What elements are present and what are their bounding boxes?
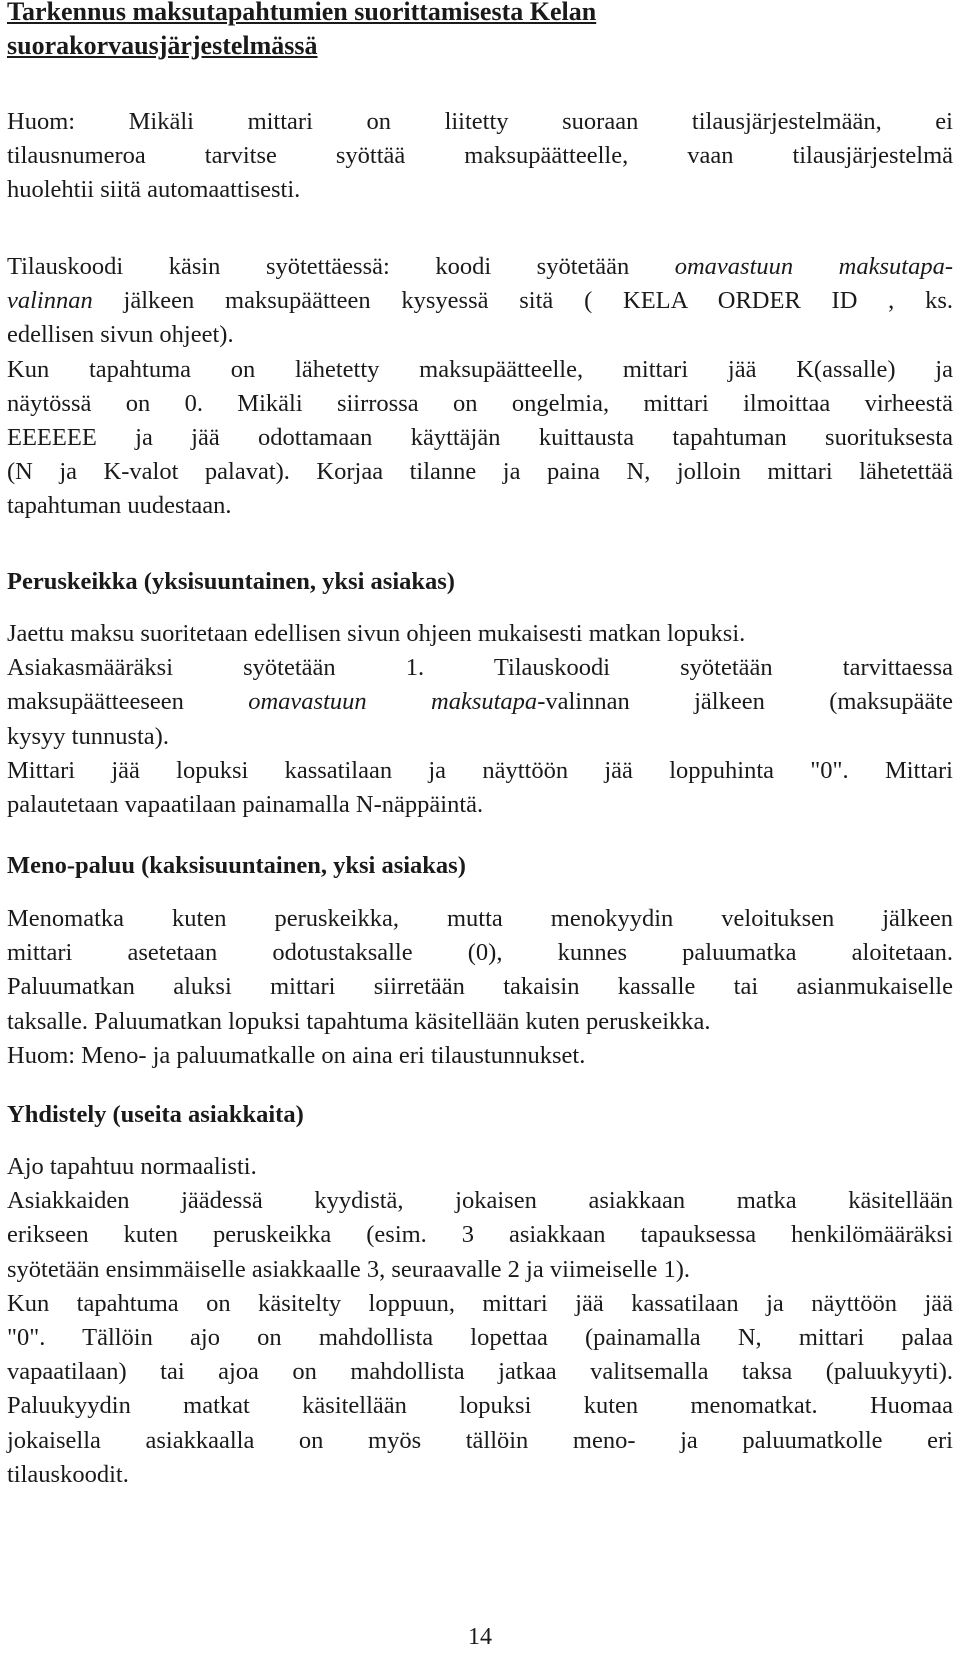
manual-code-paragraph [7, 250, 953, 524]
text-line: edellisen sivun ohjeet). [7, 321, 234, 349]
text-line: palautetaan vapaatilaan painamalla N-näppäintä. [7, 791, 484, 819]
page-number: 14 [468, 1624, 492, 1650]
text-line: Ajo tapahtuu normaalisti. [7, 1153, 257, 1180]
text-line: Kun tapahtuma on käsitelty loppuun, mittari jää kassatilaan ja näyttöön jää [7, 1289, 953, 1317]
text-line: taksalle. Paluumatkan lopuksi tapahtuma käsitellään kuten peruskeikka. [7, 1007, 711, 1035]
menopaluu-paragraph [7, 902, 953, 1073]
text-line: Mittari jää lopuksi kassatilaan ja näyttöön jää loppuhinta "0". Mittari [7, 756, 953, 784]
text-line: Huom: Mikäli mittari on liitetty suoraan tilausjärjestelmään, ei [7, 108, 953, 135]
section-heading-yhdistely: Yhdistely (useita asiakkaita) [7, 1101, 304, 1128]
text-line: Asiakkaiden jäädessä kyydistä, jokaisen asiakkaan matka käsitellään [7, 1187, 953, 1215]
text-line: EEEEEE ja jää odottamaan käyttäjän kuittausta tapahtuman suorituksesta [7, 424, 953, 452]
text-line: Kun tapahtuma on lähetetty maksupäätteelle, mittari jää K(assalle) ja [7, 355, 953, 383]
peruskeikka-paragraph [7, 617, 953, 822]
yhdistely-paragraph [7, 1150, 953, 1492]
text-line: tilausnumeroa tarvitse syöttää maksupäätteelle, vaan tilausjärjestelmä [7, 142, 953, 170]
text-line: tapahtuman uudestaan. [7, 492, 232, 520]
text-line: Jaettu maksu suoritetaan edellisen sivun ohjeen mukaisesti matkan lopuksi. [7, 620, 746, 647]
emphasis-text: valinnan [7, 287, 93, 315]
text-line: Menomatka kuten peruskeikka, mutta menokyydin veloituksen jälkeen [7, 905, 953, 932]
text-line: Paluukyydin matkat käsitellään lopuksi kuten menomatkat. Huomaa [7, 1392, 953, 1420]
text-line: valinnan jälkeen maksupäätteen kysyessä sitä ( KELA ORDER ID , ks. [7, 287, 953, 315]
text-line: Tilauskoodi käsin syötettäessä: koodi syötetään omavastuun maksutapa- [7, 253, 953, 280]
text-line: erikseen kuten peruskeikka (esim. 3 asiakkaan tapauksessa henkilömääräksi [7, 1221, 953, 1249]
text-line: syötetään ensimmäiselle asiakkaalle 3, seuraavalle 2 ja viimeiselle 1). [7, 1255, 691, 1283]
emphasis-text: omavastuun maksutapa [248, 688, 538, 716]
text-line: Paluumatkan aluksi mittari siirretään takaisin kassalle tai asianmukaiselle [7, 973, 953, 1001]
text-line: Huom: Meno- ja paluumatkalle on aina eri tilaustunnukset. [7, 1041, 586, 1069]
section-heading-menopaluu: Meno-paluu (kaksisuuntainen, yksi asiakas) [7, 852, 466, 879]
title-line-1: Tarkennus maksutapahtumien suorittamisesta Kelan [7, 0, 597, 26]
title-line-2: suorakorvausjärjestelmässä [7, 31, 318, 60]
document-title [7, 0, 953, 63]
text-line: vapaatilaan) tai ajoa on mahdollista jatkaa valitsemalla taksa (paluukyyti). [7, 1358, 953, 1386]
text-line: kysyy tunnusta). [7, 722, 169, 750]
text-line: Asiakasmääräksi syötetään 1. Tilauskoodi syötetään tarvittaessa [7, 654, 953, 682]
text-line: mittari asetetaan odotustaksalle (0), kunnes paluumatka aloitetaan. [7, 939, 953, 967]
text-line: maksupäätteeseen omavastuun maksutapa-valinnan jälkeen (maksupääte [7, 688, 953, 716]
text-line: näytössä on 0. Mikäli siirrossa on ongelmia, mittari ilmoittaa virheestä [7, 389, 953, 417]
text-line: (N ja K-valot palavat). Korjaa tilanne ja paina N, jolloin mittari lähetettää [7, 458, 953, 486]
note-paragraph [7, 105, 953, 208]
text-line: "0". Tällöin ajo on mahdollista lopettaa (painamalla N, mittari palaa [7, 1324, 953, 1352]
text-line: jokaisella asiakkaalla on myös tällöin meno- ja paluumatkolle eri [7, 1426, 953, 1454]
text-line: tilauskoodit. [7, 1460, 129, 1488]
section-heading-peruskeikka: Peruskeikka (yksisuuntainen, yksi asiakas) [7, 568, 455, 595]
emphasis-text: omavastuun maksutapa- [674, 253, 953, 280]
text-line: huolehtii siitä automaattisesti. [7, 176, 301, 204]
